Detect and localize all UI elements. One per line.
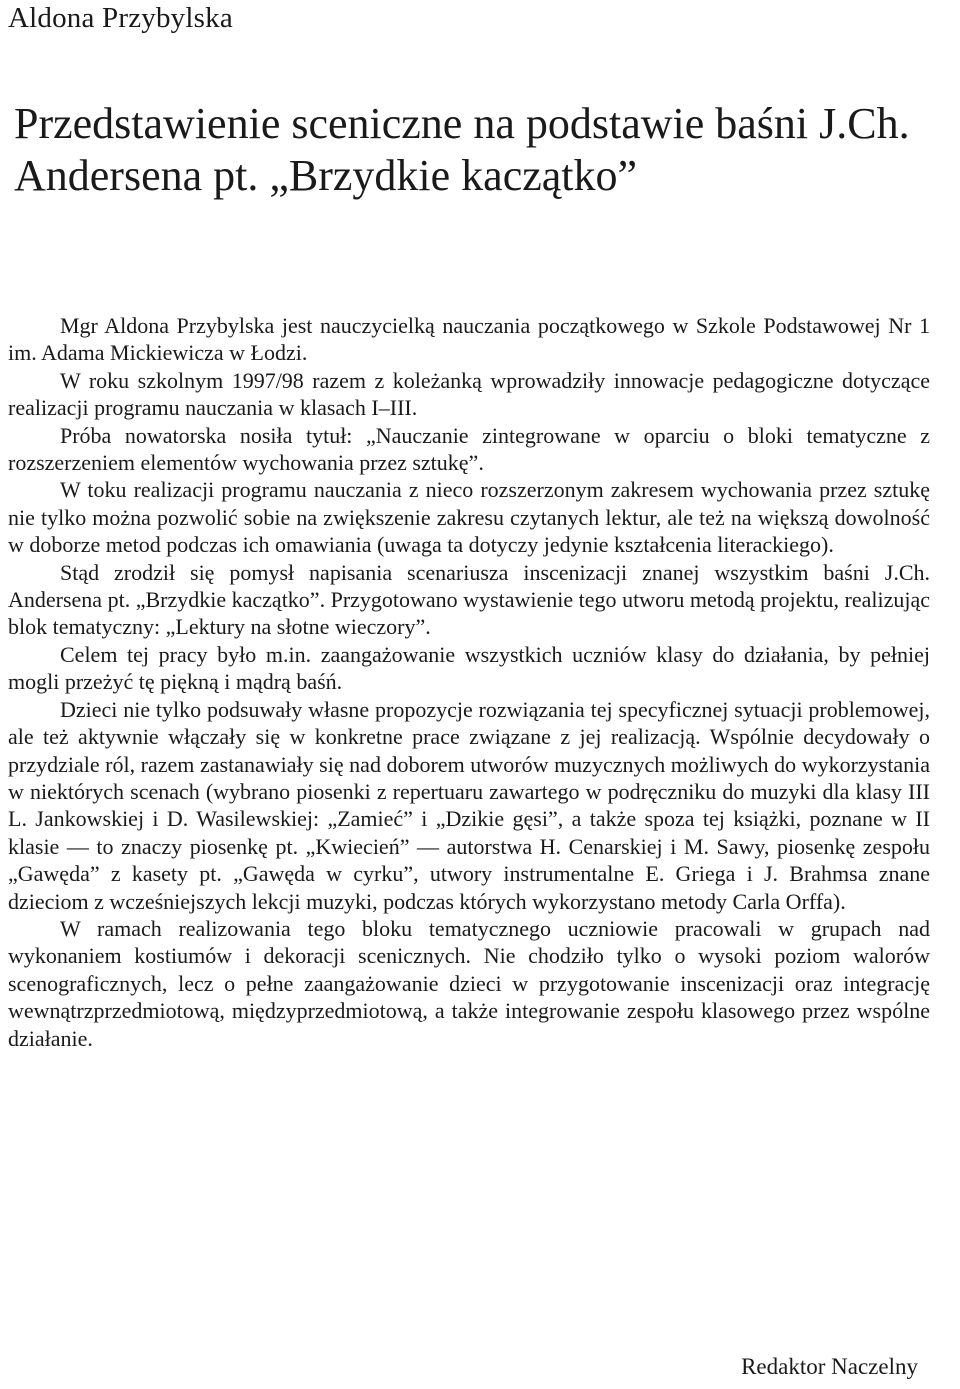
paragraph: Mgr Aldona Przybylska jest nauczycielką nauczania początkowego w Szkole Podstawowej Nr 1 im. Adama Mickiewicza w Łodzi. — [8, 313, 930, 366]
paragraph: W roku szkolnym 1997/98 razem z koleżanką wprowadziły innowacje pedagogiczne dotyczące realizacji programu nauczania w klasach I–III. — [8, 367, 930, 421]
signature: Redaktor Naczelny — [741, 1354, 918, 1379]
paragraph: Stąd zrodził się pomysł napisania scenariusza inscenizacji znanej wszystkim baśni J.Ch. Andersena pt. „Brzydkie kaczątko”. Przygotowano wystawienie tego utworu metodą projektu, realizując blok tematyczny: „Lektury na słotne wieczory”. — [8, 559, 930, 640]
paragraph: Celem tej pracy było m.in. zaangażowanie wszystkich uczniów klasy do działania, by pełniej mogli przeżyć tę piękną i mądrą baśń. — [8, 641, 930, 695]
article-body — [8, 312, 930, 1052]
author-name: Aldona Przybylska — [8, 2, 233, 34]
paragraph: W toku realizacji programu nauczania z nieco rozszerzonym zakresem wychowania przez sztukę nie tylko można pozwolić sobie na zwiększenie zakresu czytanych lektur, ale też na większą dowolność w doborze metod podczas ich omawiania (uwaga ta dotyczy jedynie kształcenia literackiego). — [8, 477, 930, 558]
article-title: Przedstawienie sceniczne na podstawie baśni J.Ch. Andersena pt. „Brzydkie kaczątko” — [14, 99, 910, 200]
paragraph: Dzieci nie tylko podsuwały własne propozycje rozwiązania tej specyficznej sytuacji problemowej, ale też aktywnie włączały się w konkretne prace związane z jej realizacją. Wspólnie decydowały o przydziale ról, razem zastanawiały się nad doborem utworów muzycznych możliwych do wykorzystania w niektórych scenach (wybrano piosenki z repertuaru zawartego w podręczniku do muzyki dla klasy III L. Jankowskiej i D. Wasilewskiej: „Zamieć” i „Dzikie gęsi”, a także spoza tej książki, poznane w II klasie — to znaczy piosenkę pt. „Kwiecień” — autorstwa H. Cenarskiej i M. Sawy, piosenkę zespołu „Gawęda” z kasety pt. „Gawęda w cyrku”, utwory instrumentalne E. Griega i J. Brahmsa znane dzieciom z wcześniejszych lekcji muzyki, podczas których wykorzystano metody Carla Orffa). — [8, 696, 930, 914]
paragraph: Próba nowatorska nosiła tytuł: „Nauczanie zintegrowane w oparciu o bloki tematyczne z rozszerzeniem elementów wychowania przez sztukę”. — [8, 422, 930, 476]
paragraph: W ramach realizowania tego bloku tematycznego uczniowie pracowali w grupach nad wykonaniem kostiumów i dekoracji scenicznych. Nie chodziło tylko o wysoki poziom walorów scenograficznych, lecz o pełne zaangażowanie dzieci w przygotowanie inscenizacji oraz integrację wewnątrzprzedmiotową, międzyprzedmiotową, a także integrowanie zespołu klasowego przez wspólne działanie. — [8, 915, 930, 1051]
